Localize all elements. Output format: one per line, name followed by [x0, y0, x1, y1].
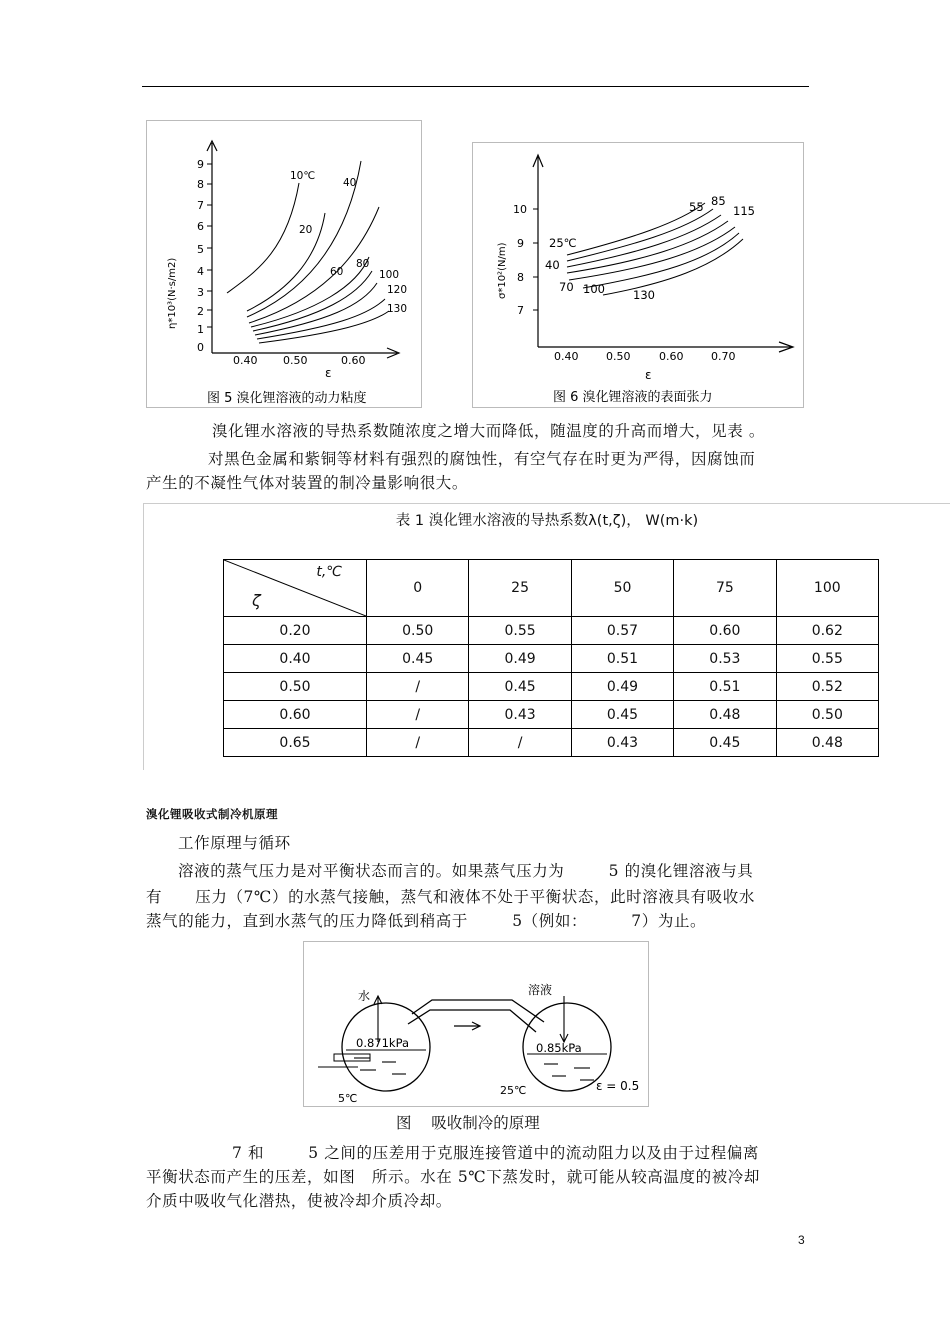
paragraph-vapor-line2: 有 压力（7℃）的水蒸气接触，蒸气和液体不处于平衡状态，此时溶液具有吸收水 — [146, 888, 755, 906]
fig6-xlabel: ε — [645, 368, 652, 382]
header-cell: 50 — [571, 560, 673, 617]
table-row — [224, 673, 879, 701]
fig5-ytick: 3 — [197, 286, 204, 299]
label-pressure-right: 0.85kPa — [536, 1041, 582, 1055]
paragraph-vapor-line1: 溶液的蒸气压力是对平衡状态而言的。如果蒸气压力为 5 的溴化锂溶液与具 — [178, 862, 754, 880]
table-cell: / — [367, 701, 469, 729]
fig6-curve-label: 130 — [633, 288, 655, 302]
table-cell: 0.52 — [776, 673, 878, 701]
table-cell: 0.43 — [469, 701, 571, 729]
table-cell: 0.48 — [674, 701, 776, 729]
absorption-figure — [303, 941, 649, 1107]
table-cell: 0.60 — [674, 617, 776, 645]
fig5-xtick: 0.60 — [341, 354, 366, 367]
absorption-caption: 图 吸收制冷的原理 — [396, 1114, 540, 1132]
fig6-ylabel: σ*10²(N/m) — [497, 242, 508, 299]
fig6-ytick: 9 — [517, 237, 524, 250]
table-cell: / — [367, 729, 469, 757]
figure-6-plot — [473, 143, 803, 407]
table-1-title: 表 1 溴化锂水溶液的导热系数λ(t,ζ)， W(m·k) — [395, 513, 699, 529]
fig5-xlabel: ε — [325, 366, 332, 380]
fig6-curve-label: 70 — [559, 280, 574, 294]
fig6-curve-label: 85 — [711, 194, 726, 208]
figure-5 — [146, 120, 422, 408]
fig5-ytick: 2 — [197, 305, 204, 318]
fig6-xtick: 0.50 — [606, 350, 631, 363]
fig5-xtick: 0.40 — [233, 354, 258, 367]
header-cell: 25 — [469, 560, 571, 617]
table-cell: 0.48 — [776, 729, 878, 757]
fig5-ytick: 8 — [197, 178, 204, 191]
section-heading: 溴化锂吸收式制冷机原理 — [146, 807, 278, 821]
label-epsilon: ε = 0.5 — [596, 1079, 640, 1093]
table-cell: 0.45 — [469, 673, 571, 701]
fig5-ytick: 1 — [197, 323, 204, 336]
fig6-curve-label: 100 — [583, 282, 605, 296]
paragraph-pressure-line1: 7 和 5 之间的压差用于克服连接管道中的流动阻力以及由于过程偏离 — [232, 1144, 759, 1162]
fig6-curve-label: 55 — [689, 200, 704, 214]
fig5-curve-label: 130 — [387, 303, 408, 315]
fig5-ylabel: η*10³(N·s/m2) — [167, 257, 178, 329]
fig6-curve-label: 115 — [733, 204, 755, 218]
header-cell: 0 — [367, 560, 469, 617]
page-number: 3 — [798, 1233, 805, 1247]
figure-5-plot — [147, 121, 421, 407]
sub-heading: 工作原理与循环 — [178, 834, 291, 852]
table-cell: 0.45 — [367, 645, 469, 673]
figure-6 — [472, 142, 804, 408]
fig5-ytick: 0 — [197, 341, 204, 354]
corner-diagonal — [224, 560, 366, 616]
table-cell: 0.62 — [776, 617, 878, 645]
table-cell: 0.20 — [224, 617, 367, 645]
fig6-curve-label: 40 — [545, 258, 560, 272]
table-cell: 0.60 — [224, 701, 367, 729]
table-cell: 0.51 — [674, 673, 776, 701]
fig5-curve-label: 100 — [379, 269, 400, 281]
table-cell: 0.57 — [571, 617, 673, 645]
paragraph-corrosion-line2: 产生的不凝性气体对装置的制冷量影响很大。 — [146, 474, 469, 492]
label-solution: 溶液 — [528, 983, 553, 997]
table-cell: / — [367, 673, 469, 701]
conductivity-table — [223, 559, 879, 757]
table-cell: 0.40 — [224, 645, 367, 673]
table-row — [224, 701, 879, 729]
fig5-curve-label: 120 — [387, 284, 408, 296]
table-cell: 0.49 — [469, 645, 571, 673]
paragraph-conductivity: 溴化锂水溶液的导热系数随浓度之增大而降低，随温度的升高而增大，见表 。 — [212, 422, 765, 440]
fig6-xtick: 0.60 — [659, 350, 684, 363]
table-cell: 0.51 — [571, 645, 673, 673]
header-cell: 100 — [776, 560, 878, 617]
fig5-ytick: 7 — [197, 199, 204, 212]
paragraph-pressure-line2: 平衡状态而产生的压差，如图 所示。水在 5℃下蒸发时，就可能从较高温度的被冷却 — [146, 1168, 761, 1186]
fig5-curve-label: 20 — [299, 224, 313, 236]
label-pressure-left: 0.871kPa — [356, 1036, 410, 1050]
fig5-caption: 图 5 溴化锂溶液的动力粘度 — [207, 391, 367, 406]
table-row — [224, 729, 879, 757]
table-row — [224, 645, 879, 673]
table-cell: 0.49 — [571, 673, 673, 701]
table-cell: 0.43 — [571, 729, 673, 757]
label-water: 水 — [358, 989, 371, 1003]
table-cell: 0.50 — [224, 673, 367, 701]
table-cell: 0.50 — [776, 701, 878, 729]
label-temp-left: 5℃ — [338, 1092, 358, 1105]
table-row — [224, 617, 879, 645]
paragraph-vapor-line3: 蒸气的能力，直到水蒸气的压力降低到稍高于 5（例如： 7）为止。 — [146, 912, 707, 930]
header-cell: 75 — [674, 560, 776, 617]
corner-cell — [224, 560, 367, 617]
fig5-ytick: 9 — [197, 158, 204, 171]
corner-top-label: t,℃ — [316, 564, 342, 580]
fig6-caption: 图 6 溴化锂溶液的表面张力 — [553, 390, 713, 405]
absorption-diagram — [304, 942, 648, 1106]
fig5-ytick: 4 — [197, 265, 204, 278]
paragraph-corrosion-line1: 对黑色金属和紫铜等材料有强烈的腐蚀性，有空气存在时更为严得，因腐蚀而 — [208, 450, 756, 468]
fig5-curve-label: 60 — [330, 266, 344, 278]
fig6-ytick: 8 — [517, 271, 524, 284]
fig5-ytick: 5 — [197, 243, 204, 256]
table-cell: 0.50 — [367, 617, 469, 645]
table-cell: 0.55 — [469, 617, 571, 645]
fig5-curve-label: 80 — [356, 258, 370, 270]
fig6-curve-label: 25℃ — [549, 236, 577, 250]
table-cell: 0.45 — [571, 701, 673, 729]
table-cell: 0.45 — [674, 729, 776, 757]
table-1-panel — [143, 503, 950, 770]
corner-bottom-label: ζ — [252, 591, 261, 610]
table-cell: 0.53 — [674, 645, 776, 673]
fig6-xtick: 0.70 — [711, 350, 736, 363]
table-cell: 0.65 — [224, 729, 367, 757]
fig5-curve-label: 10℃ — [290, 170, 316, 182]
fig6-ytick: 7 — [517, 304, 524, 317]
paragraph-pressure-line3: 介质中吸收气化潜热，使被冷却介质冷却。 — [146, 1192, 452, 1210]
fig5-xtick: 0.50 — [283, 354, 308, 367]
fig5-curve-label: 40 — [343, 177, 357, 189]
fig6-ytick: 10 — [513, 203, 527, 216]
fig6-xtick: 0.40 — [554, 350, 579, 363]
header-rule — [142, 86, 809, 87]
fig5-ytick: 6 — [197, 220, 204, 233]
table-cell: / — [469, 729, 571, 757]
label-temp-right: 25℃ — [500, 1084, 527, 1097]
table-cell: 0.55 — [776, 645, 878, 673]
